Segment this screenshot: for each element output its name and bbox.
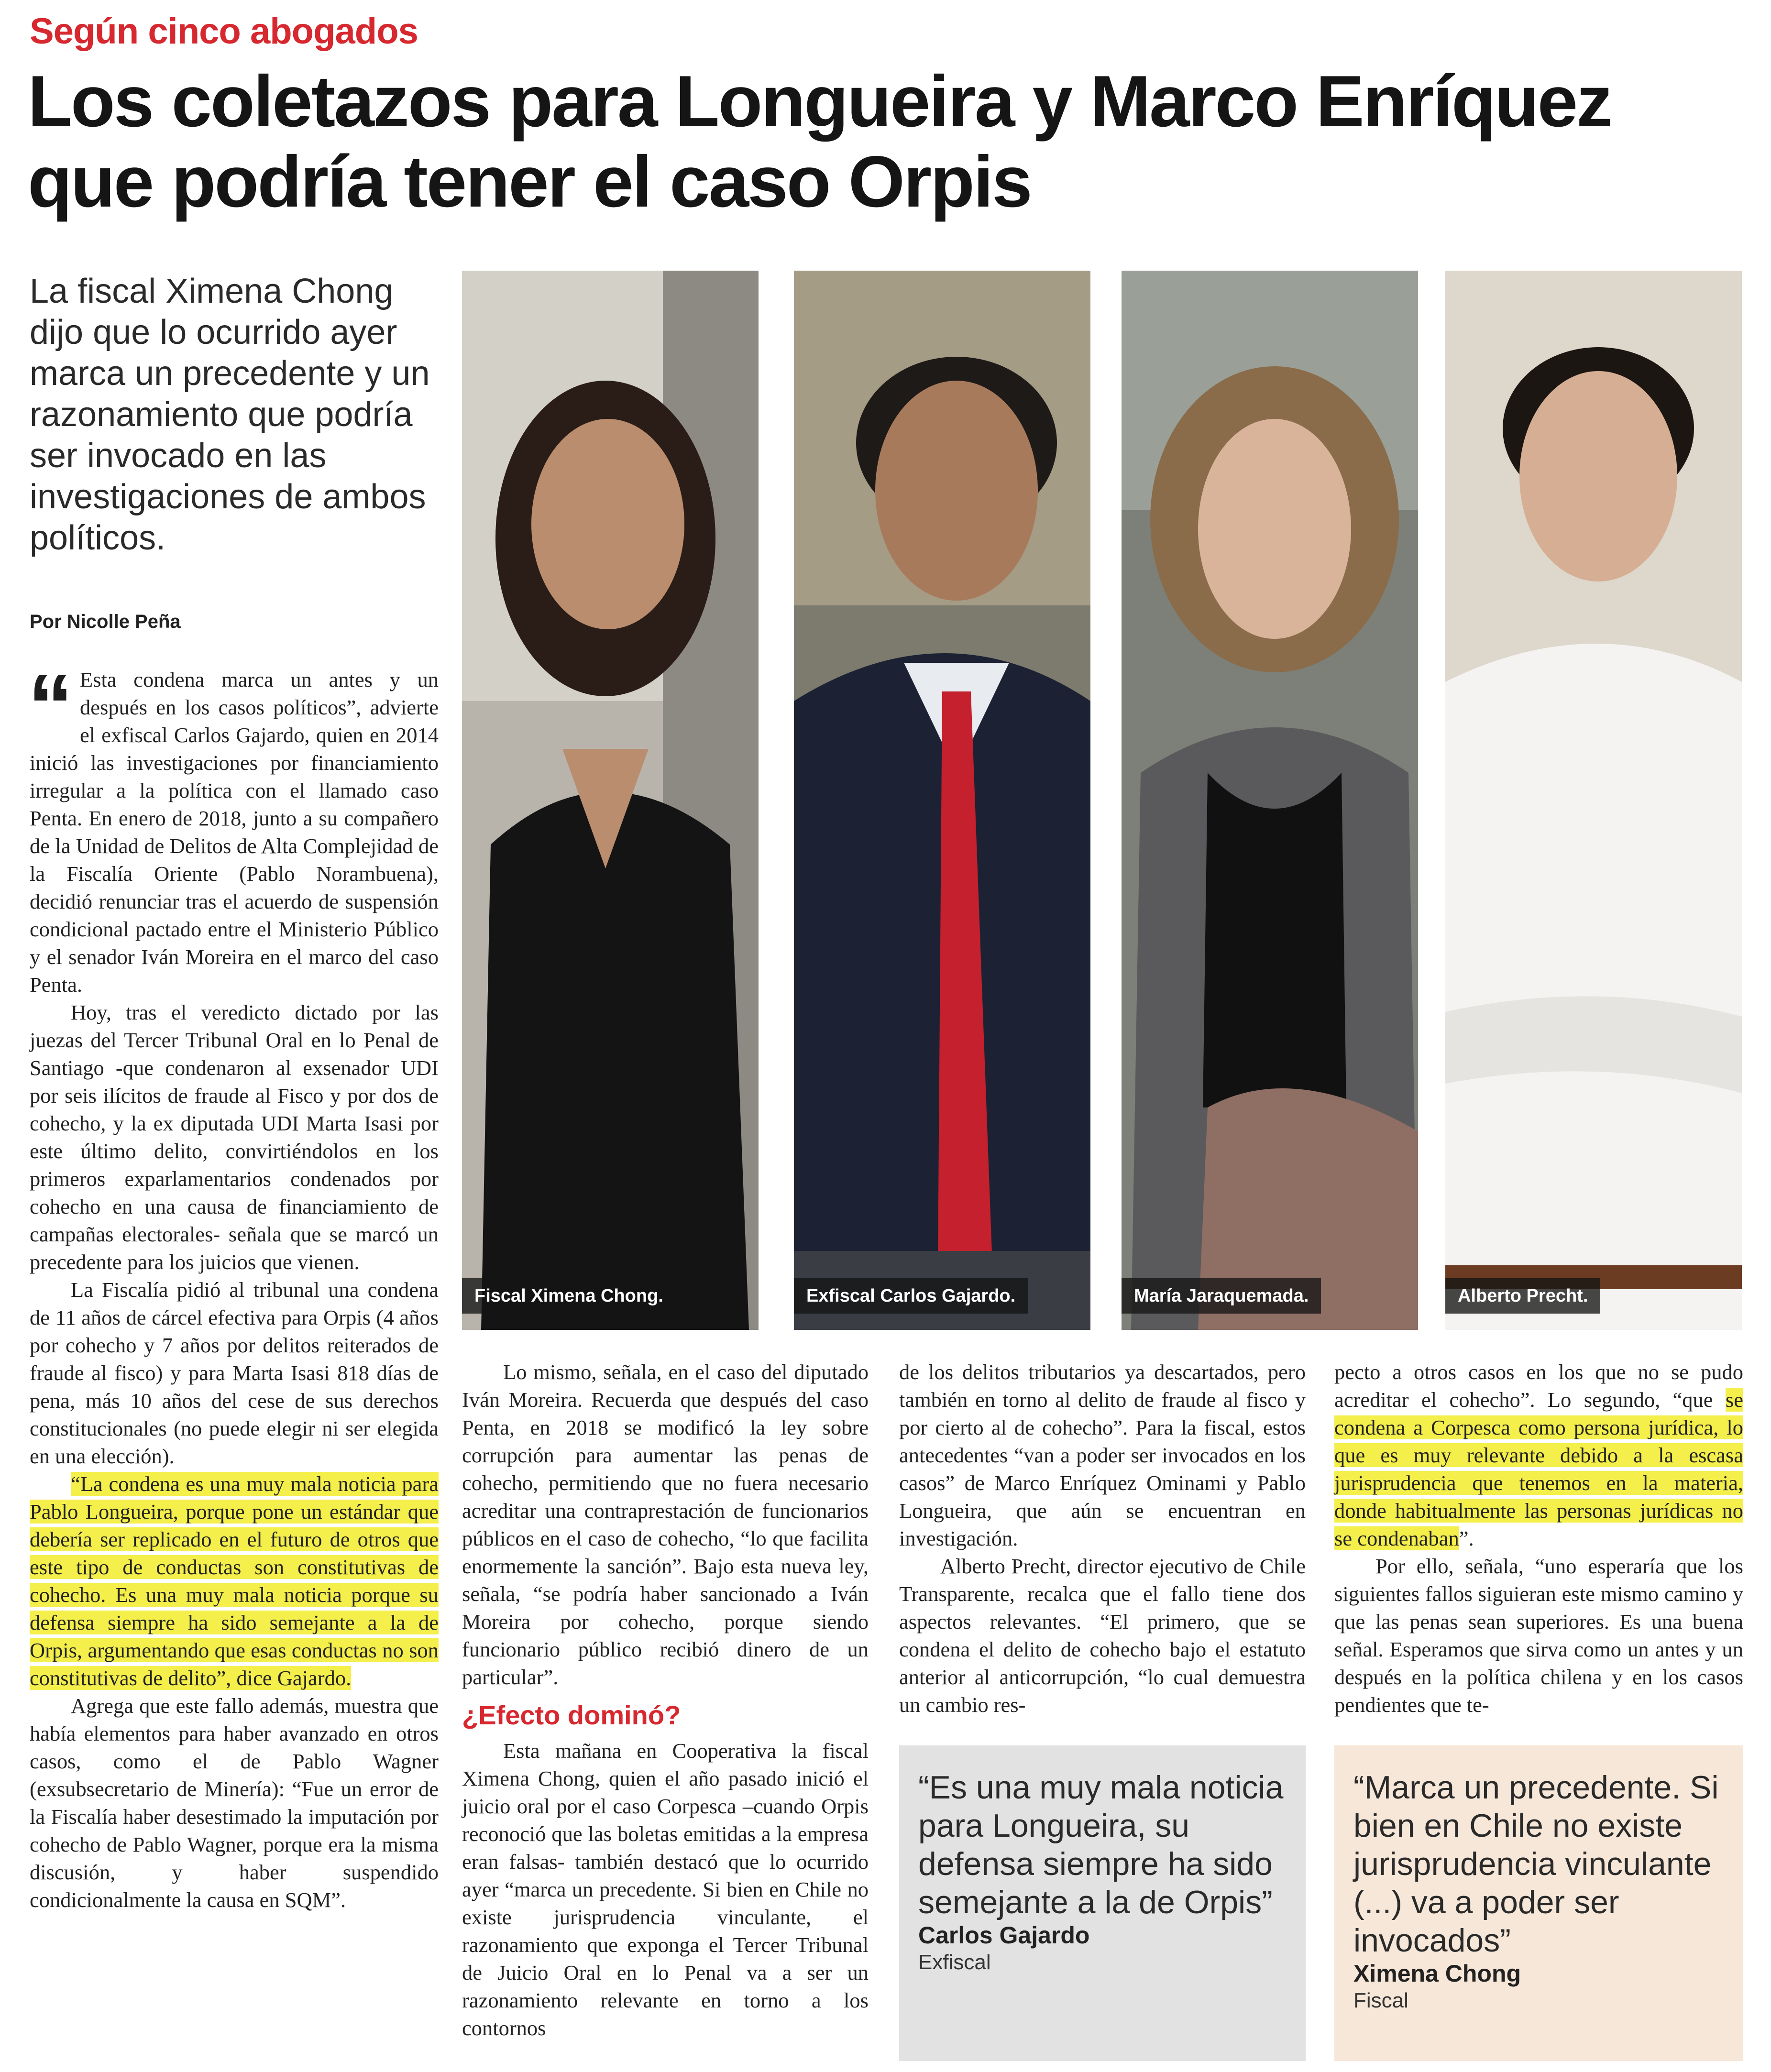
body-paragraph: Alberto Precht, director ejecutivo de Chile Transparente, recalca que el fallo tiene dos aspectos relevantes. “El primero, que se condena el delito de cohecho bajo el estatuto anterior al anticorrupción, “lo cual demuestra un cambio res-	[899, 1554, 1306, 1717]
pull-quote-gajardo	[899, 1745, 1306, 2061]
body-paragraph-highlighted: “La condena es una muy mala noticia para Pablo Longueira, porque pone un estándar que debería ser replicado en el futuro de otros que este tipo de conductas son constitutivas de cohecho. Es una muy mala noticia porque su defensa siempre ha sido semejante a la de Orpis, argumentando que esas conductas no son constitutivas de delito”, dice Gajardo.	[30, 1472, 439, 1690]
photo-caption: Alberto Precht.	[1445, 1278, 1600, 1314]
photo-caption: Exfiscal Carlos Gajardo.	[794, 1278, 1028, 1314]
body-paragraph: La Fiscalía pidió al tribunal una condena de 11 años de cárcel efectiva para Orpis (4 años por cohecho y 7 años por delitos reiterados de fraude al fisco) y para Marta Isasi 818 días de pena, más 10 años del cese de sus derechos constitucionales (no puede elegir ni ser elegida en una elección).	[30, 1278, 439, 1468]
body-column-4	[1334, 1358, 1743, 1719]
body-paragraph: Por ello, señala, “uno esperaría que los siguientes fallos siguieran este mismo camino y que las penas sean superiores. Es una buena señal. Esperamos que sirva como un antes y un después en la política chilena y en los casos pendientes que te-	[1334, 1554, 1743, 1717]
kicker: Según cinco abogados	[30, 11, 418, 52]
photo-carlos-gajardo	[794, 271, 1090, 1330]
pull-quote-role: Exfiscal	[918, 1951, 991, 1974]
portrait-carlos-gajardo	[794, 271, 1090, 1330]
body-paragraph: Agrega que este fallo además, muestra que había elementos para haber avanzado en otros casos, como el de Pablo Wagner (exsubsecretario de Minería): “Fue un error de la Fiscalía haber desestimado la imputación por cohecho de Pablo Wagner, porque era la misma discusión, y haber suspendido condicionalmente la causa en SQM”.	[30, 1694, 439, 1912]
body-paragraph: de los delitos tributarios ya descartados, pero también en torno al delito de fraude al fisco y por cierto al de cohecho”. Para la fiscal, estos antecedentes “van a poder ser invocados en los casos” de Marco Enríquez Ominami y Pablo Longueira, que aún se encuentran en investigación.	[899, 1360, 1306, 1550]
photo-ximena-chong	[462, 271, 759, 1330]
body-column-1	[28, 656, 439, 1914]
photo-caption: Fiscal Ximena Chong.	[462, 1278, 676, 1314]
lead-paragraph: La fiscal Ximena Chong dijo que lo ocurrido ayer marca un precedente y un razonamiento que podría ser invocado en las investigaciones de ambos políticos.	[30, 272, 430, 557]
pull-quote-text: “Marca un precedente. Si bien en Chile no existe jurisprudencia vinculante (...) va a poder ser invocados”	[1353, 1769, 1719, 1959]
body-paragraph: Esta mañana en Cooperativa la fiscal Ximena Chong, quien el año pasado inició el juicio oral por el caso Corpesca –cuando Orpis reconoció que las boletas emitidas a la empresa eran falsas- también destacó que lo ocurrido ayer “marca un precedente. Si bien en Chile no existe jurisprudencia vinculante, el razonamiento que exponga el Tercer Tribunal de Juicio Oral en lo Penal va a ser un razonamiento relevante en torno a los contornos	[462, 1739, 869, 2040]
subhead: ¿Efecto dominó?	[462, 1700, 681, 1730]
photo-maria-jaraquemada	[1122, 271, 1418, 1330]
body-paragraph: Lo mismo, señala, en el caso del diputado Iván Moreira. Recuerda que después del caso Penta, en 2018 se modificó la ley sobre corrupción para aumentar las penas de cohecho, permitiendo que no fuera necesario acreditar una contraprestación de funcionarios públicos en el caso de cohecho, “lo que facilita enormemente la sanción”. Bajo esta nueva ley, señala, “se podría haber sancionado a Iván Moreira por cohecho, porque siendo funcionario público recibió dinero de un particular”.	[462, 1360, 869, 1689]
headline: Los coletazos para Longueira y Marco Enríquez que podría tener el caso Orpis	[28, 61, 1612, 222]
photo-caption: María Jaraquemada.	[1122, 1278, 1321, 1314]
pull-quote-name: Ximena Chong	[1353, 1960, 1521, 1987]
body-column-2	[462, 1358, 869, 2042]
body-paragraph: pecto a otros casos en los que no se pudo acreditar el cohecho”. Lo segundo, “que se condena a Corpesca como persona jurídica, lo que es muy relevante debido a la escasa jurisprudencia que tenemos en la materia, donde habitualmente las personas jurídicas no se condenaban”.	[1334, 1360, 1743, 1550]
pull-quote-name: Carlos Gajardo	[918, 1922, 1090, 1949]
byline: Por Nicolle Peña	[30, 611, 181, 632]
body-column-3	[899, 1358, 1306, 1719]
portrait-maria-jaraquemada	[1122, 271, 1418, 1330]
body-paragraph: “ Esta condena marca un antes y un después en los casos políticos”, advierte el exfiscal Carlos Gajardo, quien en 2014 inició las investigaciones por financiamiento irregular a la política con el llamado caso Penta. En enero de 2018, junto a su compañero de la Unidad de Delitos de Alta Complejidad de la Fiscalía Oriente (Pablo Norambuena), decidió renunciar tras el acuerdo de suspensión condicional pactado entre el Ministerio Público y el senador Iván Moreira en el marco del caso Penta.	[28, 656, 439, 997]
portrait-alberto-precht	[1445, 271, 1742, 1330]
portrait-ximena-chong	[462, 271, 759, 1330]
body-paragraph: Hoy, tras el veredicto dictado por las juezas del Tercer Tribunal Oral en lo Penal de Santiago -que condenaron al exsenador UDI por seis ilícitos de fraude al Fisco y por dos de cohecho, y la ex diputada UDI Marta Isasi por este último delito, convirtiéndolos en los primeros exparlamentarios condenados por cohecho en una causa de financiamiento de campañas electorales- señala que se marcó un precedente para los juicios que vienen.	[30, 1000, 439, 1274]
pull-quote-role: Fiscal	[1353, 1989, 1408, 2012]
photo-alberto-precht	[1445, 271, 1742, 1330]
pull-quote-chong	[1334, 1745, 1743, 2061]
dropcap-quote: “	[28, 656, 73, 757]
pull-quote-text: “Es una muy mala noticia para Longueira, su defensa siempre ha sido semejante a la de Orpis”	[918, 1769, 1284, 1920]
